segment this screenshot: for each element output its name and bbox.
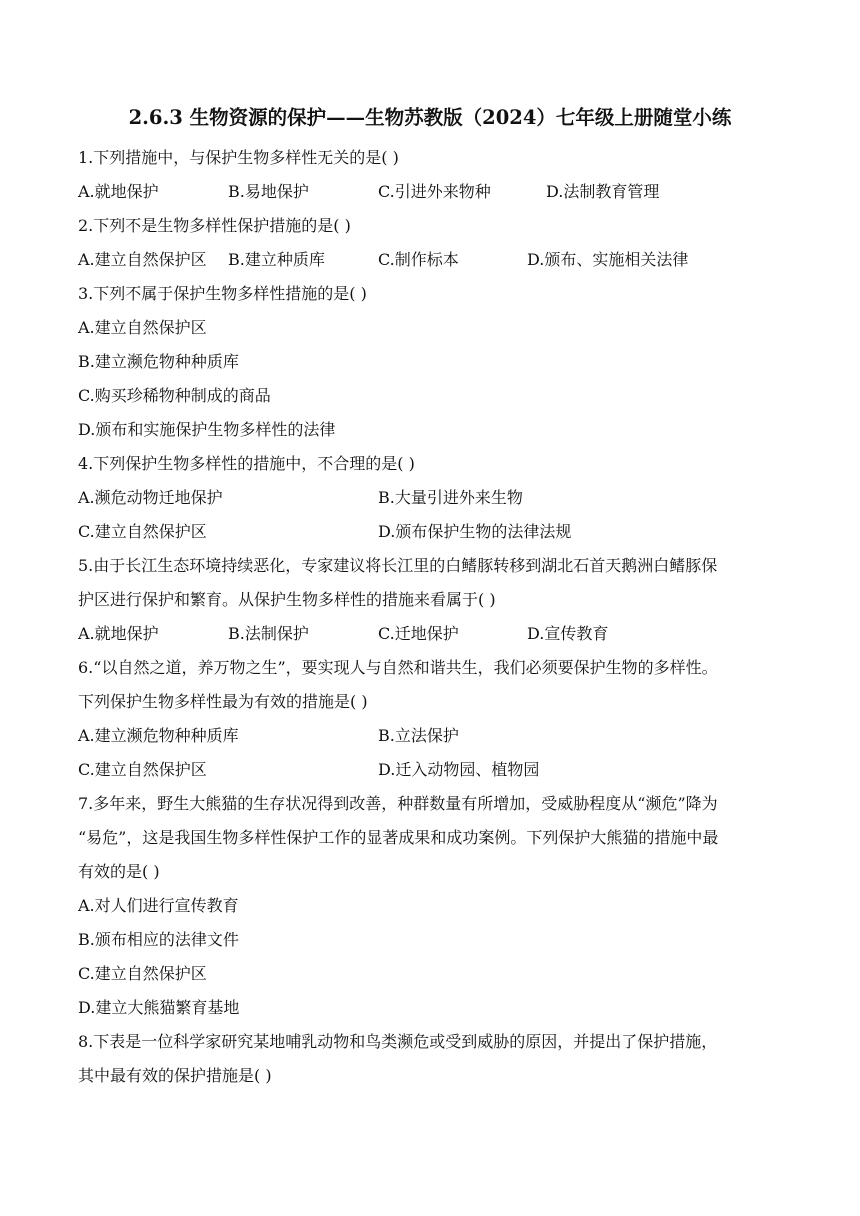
question-5-option-d: D.宣传教育 [527,624,609,643]
question-5-stem-line-1: 5.由于长江生态环境持续恶化，专家建议将长江里的白鳍豚转移到湖北石首天鹅洲白鳍豚保 [78,556,718,575]
question-2-option-d: D.颁布、实施相关法律 [527,250,689,269]
question-7-option-d: D.建立大熊猫繁育基地 [78,998,240,1017]
question-5-option-a: A.就地保护 [78,624,159,643]
question-1-option-a: A.就地保护 [78,182,159,201]
question-5-option-c: C.迁地保护 [378,624,459,643]
question-6-stem-line-1: 6.“以自然之道，养万物之生”，要实现人与自然和谐共生，我们必须要保护生物的多样性。 [78,658,718,677]
question-4-stem: 4.下列保护生物多样性的措施中，不合理的是( ) [78,454,415,473]
question-3-option-c: C.购买珍稀物种制成的商品 [78,386,271,405]
question-6-option-b: B.立法保护 [378,726,459,745]
question-1-option-d: D.法制教育管理 [546,182,660,201]
question-6-stem-line-2: 下列保护生物多样性最为有效的措施是( ) [78,692,368,711]
question-8-stem-line-1: 8.下表是一位科学家研究某地哺乳动物和鸟类濒危或受到威胁的原因，并提出了保护措施， [78,1032,718,1051]
question-5-stem-line-2: 护区进行保护和繁育。从保护生物多样性的措施来看属于( ) [78,590,496,609]
question-1-option-c: C.引进外来物种 [378,182,491,201]
question-1-option-b: B.易地保护 [228,182,309,201]
question-7-option-c: C.建立自然保护区 [78,964,207,983]
question-7-option-a: A.对人们进行宣传教育 [78,896,239,915]
question-6-option-d: D.迁入动物园、植物园 [378,760,540,779]
question-7-stem-line-2: “易危”，这是我国生物多样性保护工作的显著成果和成功案例。下列保护大熊猫的措施中最 [78,828,719,847]
question-3-option-b: B.建立濒危物种种质库 [78,352,239,371]
question-7-stem-line-1: 7.多年来，野生大熊猫的生存状况得到改善，种群数量有所增加，受威胁程度从“濒危”降为 [78,794,718,813]
question-7-stem-line-3: 有效的是( ) [78,862,160,881]
question-4-option-d: D.颁布保护生物的法律法规 [378,522,572,541]
question-7-option-b: B.颁布相应的法律文件 [78,930,239,949]
question-3-option-a: A.建立自然保护区 [78,318,207,337]
question-5-option-b: B.法制保护 [228,624,309,643]
question-4-option-b: B.大量引进外来生物 [378,488,523,507]
question-2-option-c: C.制作标本 [378,250,459,269]
question-4-option-c: C.建立自然保护区 [78,522,207,541]
document-title: 2.6.3 生物资源的保护——生物苏教版（2024）七年级上册随堂小练 [128,106,732,129]
question-6-option-c: C.建立自然保护区 [78,760,207,779]
question-1-stem: 1.下列措施中，与保护生物多样性无关的是( ) [78,148,399,167]
question-4-option-a: A.濒危动物迁地保护 [78,488,223,507]
question-6-option-a: A.建立濒危物种种质库 [78,726,239,745]
question-3-option-d: D.颁布和实施保护生物多样性的法律 [78,420,336,439]
question-3-stem: 3.下列不属于保护生物多样性措施的是( ) [78,284,367,303]
question-8-stem-line-2: 其中最有效的保护措施是( ) [78,1066,272,1085]
question-2-option-a: A.建立自然保护区 [78,250,207,269]
question-2-option-b: B.建立种质库 [228,250,325,269]
question-2-stem: 2.下列不是生物多样性保护措施的是( ) [78,216,351,235]
